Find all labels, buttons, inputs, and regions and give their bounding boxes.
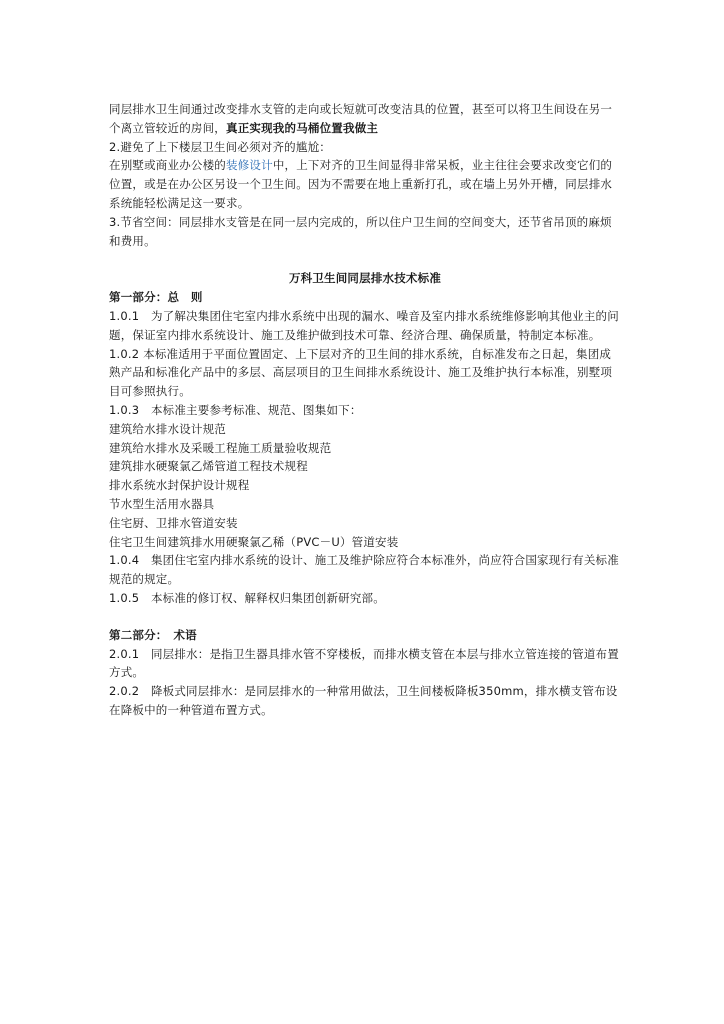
reference-item: 排水系统水封保护设计规程: [109, 478, 250, 493]
intro-paragraph-4: 3.节省空间：同层排水支管是在同一层内完成的，所以住户卫生间的空间变大，还节省吊顶的麻烦和费用。: [109, 214, 612, 248]
intro-paragraph-2: 2.避免了上下楼层卫生间必须对齐的尴尬：: [109, 139, 331, 154]
intro-p3-text-b: 中，上下对齐的卫生间显得非常呆板，业主往往会要求改变它们的位置，或是在办公区另设一个卫生间。因为不需要在地上重新打孔，或在墙上另外开槽，同层排水系统能轻松满足这一要求。: [109, 158, 613, 210]
clause-1-0-5: 1.0.5 本标准的修订权、解释权归集团创新研究部。: [109, 590, 385, 605]
decoration-design-link[interactable]: 装修设计: [226, 158, 273, 173]
clause-1-0-3: 1.0.3 本标准主要参考标准、规范、图集如下：: [109, 402, 362, 417]
clause-2-0-1: 2.0.1 同层排水：是指卫生器具排水管不穿楼板，而排水横支管在本层与排水立管连接的管道布置方式。: [109, 646, 619, 680]
reference-item: 建筑给水排水设计规范: [109, 421, 226, 436]
reference-item: 住宅厨、卫排水管道安装: [109, 515, 238, 530]
intro-p1-bold: 真正实现我的马桶位置我做主: [226, 120, 379, 135]
clause-2-0-2: 2.0.2 降板式同层排水：是同层排水的一种常用做法，卫生间楼板降板350mm，排水横支管布设在降板中的一种管道布置方式。: [109, 684, 618, 717]
intro-p1-text: 同层排水卫生间通过改变排水支管的走向或长短就可改变洁具的位置，甚至可以将卫生间设在另一个离立管较近的房间，: [109, 102, 613, 135]
intro-p3-text-a: 在别墅或商业办公楼的: [109, 158, 226, 173]
part2-heading: 第二部分： 术语: [109, 627, 197, 642]
intro-paragraph-3: [109, 156, 621, 212]
clause-1-0-4: 1.0.4 集团住宅室内排水系统的设计、施工及维护除应符合本标准外，尚应符合国家现行有关标准规范的规定。: [109, 553, 619, 587]
part1-heading: 第一部分：总 则: [109, 290, 203, 305]
reference-item: 节水型生活用水器具: [109, 496, 215, 511]
reference-item: 建筑给水排水及采暖工程施工质量验收规范: [109, 440, 332, 455]
reference-item: 建筑排水硬聚氯乙烯管道工程技术规程: [109, 459, 308, 474]
document-title: 万科卫生间同层排水技术标准: [288, 271, 442, 286]
clause-1-0-1: 1.0.1 为了解决集团住宅室内排水系统中出现的漏水、噪音及室内排水系统维修影响其他业主的问题，保证室内排水系统设计、施工及维护做到技术可靠、经济合理、确保质量，特制定本标准。: [109, 308, 619, 342]
section-spacer: [109, 608, 621, 626]
intro-paragraph-1: [109, 100, 621, 138]
reference-item: 住宅卫生间建筑排水用硬聚氯乙稀（PVC－U）管道安装: [109, 534, 399, 549]
clause-1-0-2: 1.0.2 本标准适用于平面位置固定、上下层对齐的卫生间的排水系统，自标准发布之日起，集团成熟产品和标准化产品中的多层、高层项目的卫生间排水系统设计、施工及维护执行本标准，别墅项目可参照执行。: [109, 346, 613, 399]
document-body: [109, 100, 621, 720]
